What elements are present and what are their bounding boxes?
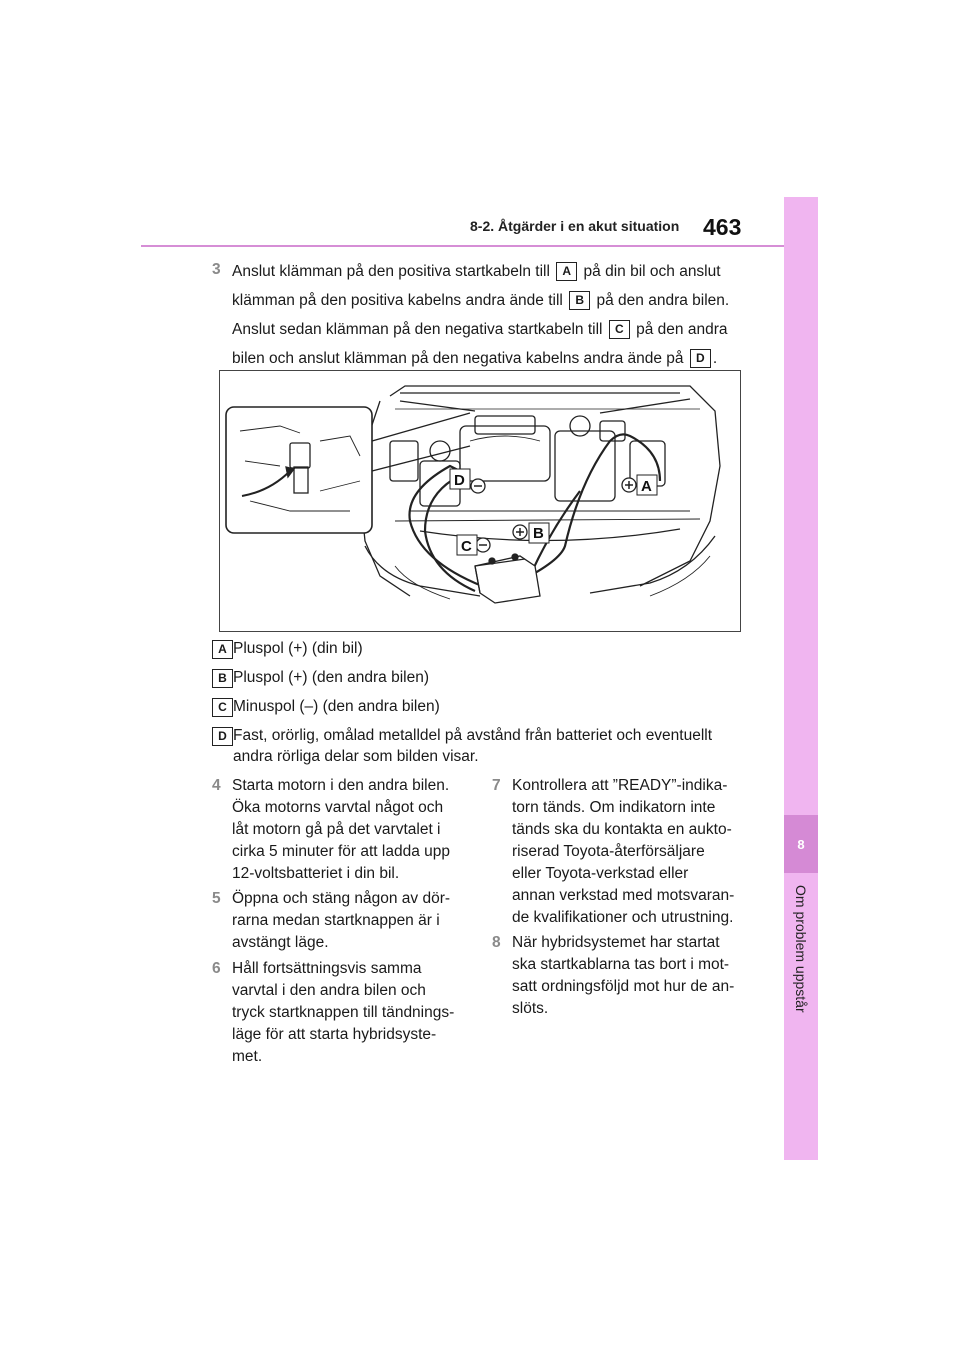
step-3 <box>212 257 757 373</box>
header-divider <box>141 245 784 247</box>
step-line: Öppna och stäng någon av dör- <box>232 890 451 907</box>
step-5 <box>212 888 472 954</box>
step-line: 12-voltsbatteriet i din bil. <box>232 865 400 882</box>
step-line: ska startkablarna tas bort i mot- <box>512 956 730 973</box>
step-8 <box>492 932 762 1020</box>
ref-box-a: A <box>556 262 577 281</box>
step-line: Öka motorns varvtal något och <box>232 799 444 816</box>
engine-bay-drawing <box>220 371 740 631</box>
page-number: 463 <box>703 214 742 240</box>
step-line: Håll fortsättningsvis samma <box>232 960 422 977</box>
legend-text-c: Minuspol (–) (den andra bilen) <box>233 698 440 715</box>
step-number: 8 <box>492 934 501 951</box>
step-line: satt ordningsföljd mot hur de an- <box>512 978 735 995</box>
legend-text-d-line-1: Fast, orörlig, omålad metalldel på avstånd från batteriet och eventuellt <box>233 727 713 744</box>
legend-text-b: Pluspol (+) (den andra bilen) <box>233 669 430 686</box>
jump-start-illustration <box>219 370 741 632</box>
step-line: avstängt läge. <box>232 934 329 951</box>
step-line: met. <box>232 1048 263 1065</box>
step-line: rarna medan startknappen är i <box>232 912 440 929</box>
step-line: slöts. <box>512 1000 549 1017</box>
step-line: tänds ska du kontakta en aukto- <box>512 821 732 838</box>
step-line: låt motorn gå på det varvtalet i <box>232 821 441 838</box>
step-3-line-1: Anslut klämman på den positiva startkabeln till A på din bil och anslut <box>232 263 721 280</box>
callout-a: A <box>641 478 652 495</box>
step-6 <box>212 958 472 1068</box>
ref-box-d: D <box>690 349 711 368</box>
step-number: 3 <box>212 261 221 278</box>
legend-ref-b: B <box>212 669 233 688</box>
legend-text-a: Pluspol (+) (din bil) <box>233 640 363 657</box>
step-line: tryck startknappen till tändnings- <box>232 1004 455 1021</box>
step-3-line-3: Anslut sedan klämman på den negativa startkabeln till C på den andra <box>232 321 728 338</box>
callout-b: B <box>533 525 544 542</box>
step-line: När hybridsystemet har startat <box>512 934 720 951</box>
ref-box-b: B <box>569 291 590 310</box>
step-number: 6 <box>212 960 221 977</box>
callout-d: D <box>454 472 465 489</box>
step-3-line-2: klämman på den positiva kabelns andra ände till B på den andra bilen. <box>232 292 730 309</box>
step-line: läge för att starta hybridsyste- <box>232 1026 437 1043</box>
step-7 <box>492 775 762 929</box>
callout-c: C <box>461 538 472 555</box>
step-line: eller Toyota-verkstad eller <box>512 865 689 882</box>
legend-ref-c: C <box>212 698 233 717</box>
chapter-label: Om problem uppstår <box>793 885 809 1013</box>
chapter-number: 8 <box>784 815 818 873</box>
step-line: annan verkstad med motsvaran- <box>512 887 735 904</box>
legend-ref-a: A <box>212 640 233 659</box>
step-line: cirka 5 minuter för att ladda upp <box>232 843 450 860</box>
step-line: Kontrollera att ”READY”-indika- <box>512 777 728 794</box>
section-title: 8-2. Åtgärder i en akut situation <box>470 218 680 234</box>
ref-box-c: C <box>609 320 630 339</box>
step-line: Starta motorn i den andra bilen. <box>232 777 450 794</box>
step-line: riserad Toyota-återförsäljare <box>512 843 705 860</box>
step-number: 4 <box>212 777 221 794</box>
step-4 <box>212 775 472 885</box>
legend-ref-d: D <box>212 727 233 746</box>
step-number: 7 <box>492 777 501 794</box>
step-number: 5 <box>212 890 221 907</box>
step-line: torn tänds. Om indikatorn inte <box>512 799 716 816</box>
step-line: varvtal i den andra bilen och <box>232 982 426 999</box>
step-3-line-4: bilen och anslut klämman på den negativa kabelns andra ände på D . <box>232 350 718 367</box>
step-line: de kvalifikationer och utrustning. <box>512 909 734 926</box>
legend-text-d-line-2: andra rörliga delar som bilden visar. <box>233 748 479 765</box>
